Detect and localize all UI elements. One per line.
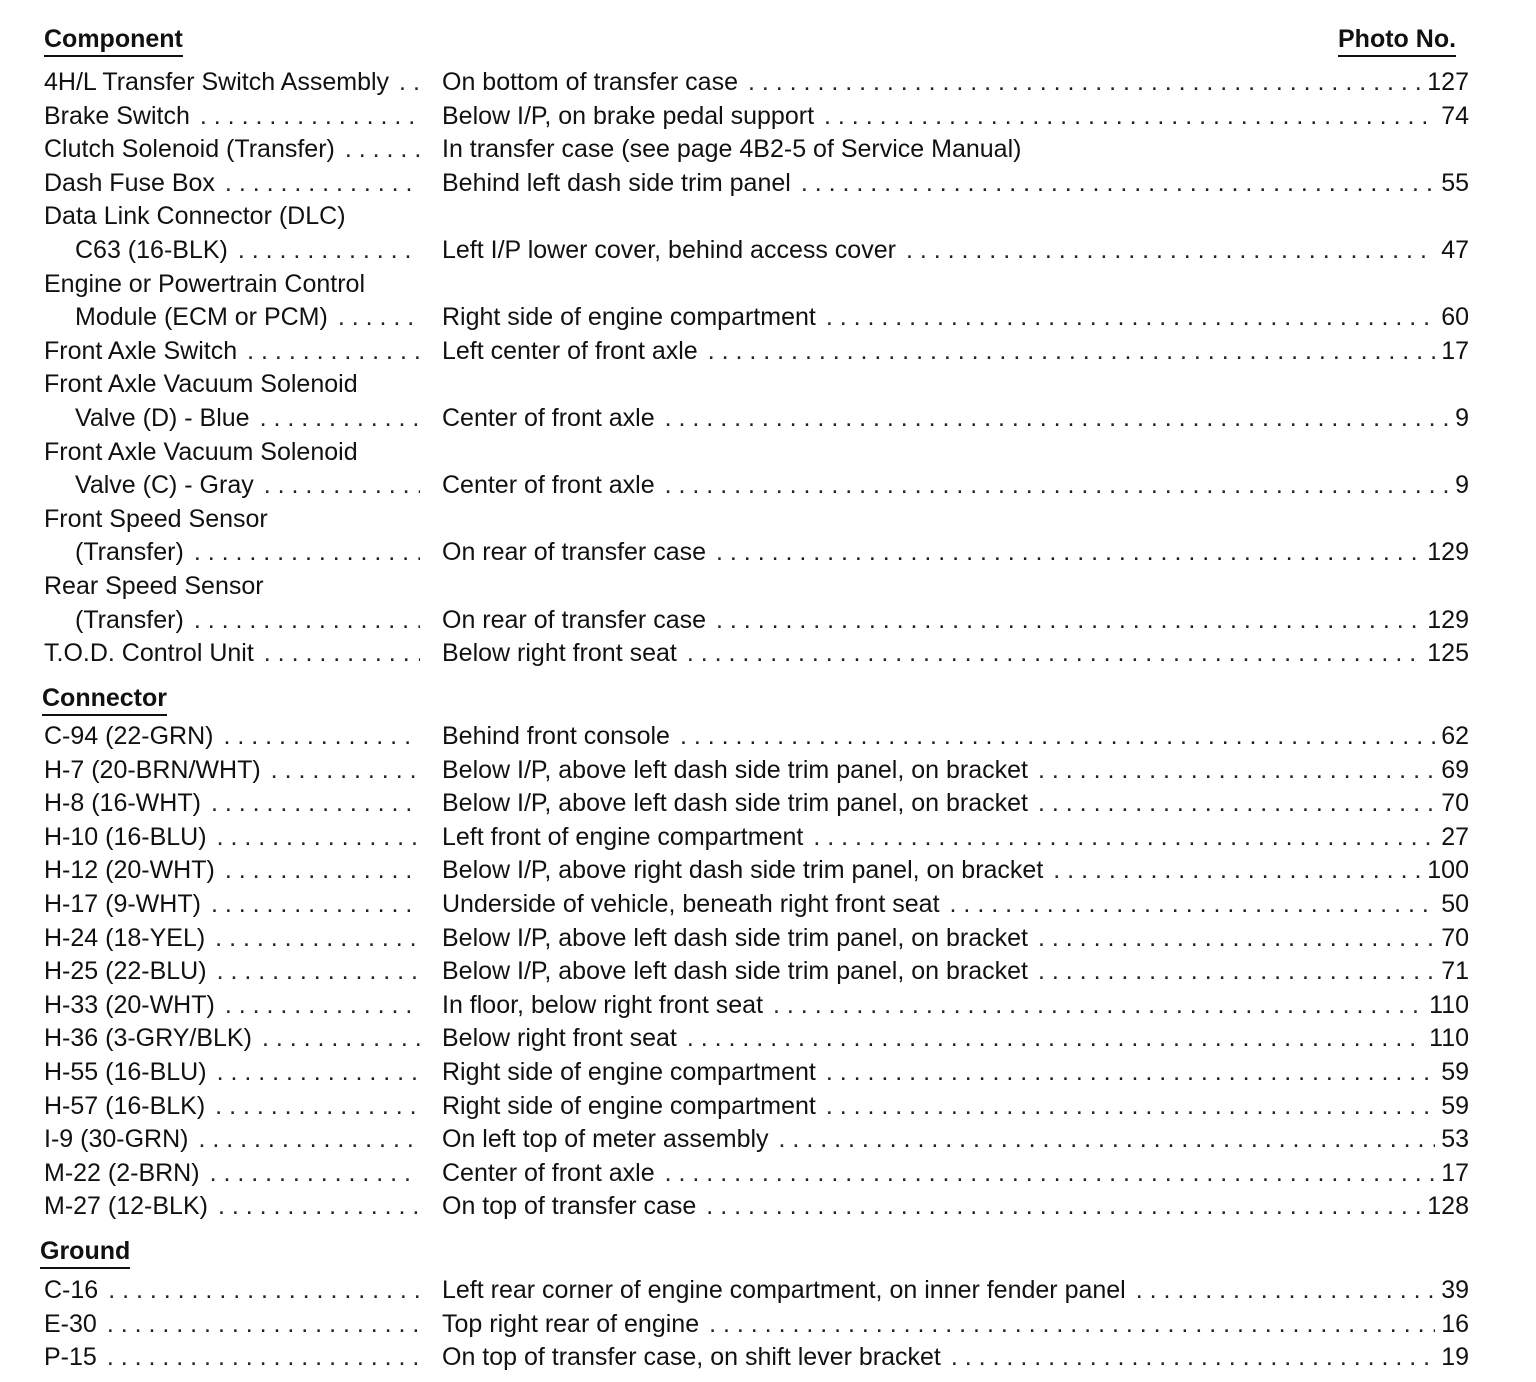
name-cell xyxy=(75,603,426,637)
name-cell xyxy=(44,636,426,670)
dot-leader xyxy=(950,887,1436,921)
item-location: On rear of transfer case xyxy=(442,605,707,634)
item-name: E-30 xyxy=(44,1309,97,1338)
item-location: On top of transfer case, on shift lever bracket xyxy=(442,1343,941,1372)
table-row xyxy=(0,1273,1536,1307)
name-cell xyxy=(44,1340,426,1374)
table-row xyxy=(0,1340,1536,1374)
name-cell xyxy=(44,719,426,753)
name-cell xyxy=(44,887,426,921)
location-cell xyxy=(442,1021,1469,1055)
item-location: Below I/P, above left dash side trim panel, on bracket xyxy=(442,957,1028,986)
dot-leader xyxy=(210,1156,420,1190)
item-location: Below I/P, above left dash side trim panel, on bracket xyxy=(442,789,1028,818)
dot-leader xyxy=(399,65,420,99)
ground-heading: Ground xyxy=(40,1236,130,1269)
location-cell xyxy=(442,401,1469,435)
dot-leader xyxy=(779,1122,1436,1156)
photo-number: 127 xyxy=(1427,68,1469,96)
name-cell xyxy=(44,1189,426,1223)
item-name: 4H/L Transfer Switch Assembly xyxy=(44,68,390,96)
dot-leader xyxy=(225,853,420,887)
photo-number: 50 xyxy=(1441,890,1469,918)
dot-leader xyxy=(194,603,420,637)
dot-leader xyxy=(217,820,420,854)
connector-heading: Connector xyxy=(42,683,167,716)
table-row xyxy=(0,719,1536,753)
item-name: H-17 (9-WHT) xyxy=(44,890,201,918)
dot-leader xyxy=(826,300,1435,334)
item-location: Left front of engine compartment xyxy=(442,822,804,851)
item-name: Module (ECM or PCM) xyxy=(75,303,328,332)
dot-leader xyxy=(1038,753,1435,787)
name-cell xyxy=(44,853,426,887)
photo-number: 62 xyxy=(1441,722,1469,750)
photo-number: 47 xyxy=(1441,236,1469,264)
location-cell xyxy=(442,603,1469,637)
item-name: H-33 (20-WHT) xyxy=(44,990,215,1019)
name-cell xyxy=(44,1156,426,1190)
table-row xyxy=(0,535,1536,569)
photo-number: 59 xyxy=(1441,1091,1469,1120)
item-name: H-36 (3-GRY/BLK) xyxy=(44,1024,252,1053)
photo-number: 74 xyxy=(1441,101,1469,130)
item-name: H-57 (16-BLK) xyxy=(44,1091,206,1120)
location-cell xyxy=(442,1273,1469,1307)
dot-leader xyxy=(813,820,1435,854)
photo-number: 129 xyxy=(1427,538,1469,567)
item-location: Behind front console xyxy=(442,722,670,750)
name-cell xyxy=(44,753,426,787)
table-row xyxy=(0,1156,1536,1190)
dot-leader xyxy=(107,1340,420,1374)
table-row xyxy=(0,166,1536,200)
dot-leader xyxy=(1136,1273,1435,1307)
item-name: C-16 xyxy=(44,1276,99,1304)
photo-number: 129 xyxy=(1427,605,1469,634)
item-location: Center of front axle xyxy=(442,404,655,432)
item-location: Top right rear of engine xyxy=(442,1309,700,1338)
dot-leader xyxy=(223,719,420,753)
dot-leader xyxy=(262,1021,420,1055)
name-cell xyxy=(44,99,426,133)
name-cell xyxy=(75,401,426,435)
dot-leader xyxy=(680,719,1435,753)
item-location: Underside of vehicle, beneath right front seat xyxy=(442,890,940,918)
table-row xyxy=(0,636,1536,670)
table-row xyxy=(0,199,1536,233)
name-cell xyxy=(44,199,426,233)
item-name: (Transfer) xyxy=(75,538,184,567)
table-row xyxy=(0,367,1536,401)
dot-leader xyxy=(665,401,1449,435)
name-cell xyxy=(44,954,426,988)
name-cell xyxy=(44,65,426,99)
photo-number: 27 xyxy=(1441,822,1469,851)
dot-leader xyxy=(951,1340,1435,1374)
name-cell xyxy=(44,502,426,536)
location-cell xyxy=(442,1055,1469,1089)
location-cell xyxy=(442,820,1469,854)
name-cell xyxy=(44,267,426,301)
name-cell xyxy=(44,132,426,166)
dot-leader xyxy=(826,1089,1435,1123)
item-name: C-94 (22-GRN) xyxy=(44,722,214,750)
item-name: M-27 (12-BLK) xyxy=(44,1192,208,1221)
item-location: Center of front axle xyxy=(442,1158,655,1187)
location-cell xyxy=(442,468,1469,502)
photo-number: 60 xyxy=(1441,303,1469,332)
dot-leader xyxy=(773,988,1423,1022)
photo-number: 17 xyxy=(1441,336,1469,365)
item-location: Left rear corner of engine compartment, on inner fender panel xyxy=(442,1276,1126,1304)
item-name: H-25 (22-BLU) xyxy=(44,957,207,986)
location-cell xyxy=(442,1122,1469,1156)
dot-leader xyxy=(215,921,420,955)
dot-leader xyxy=(225,988,420,1022)
name-cell xyxy=(75,535,426,569)
item-name: Clutch Solenoid (Transfer) xyxy=(44,135,335,164)
item-name: H-7 (20-BRN/WHT) xyxy=(44,755,261,784)
location-cell xyxy=(442,1089,1469,1123)
table-row xyxy=(0,1307,1536,1341)
location-cell xyxy=(442,921,1469,955)
table-row xyxy=(0,820,1536,854)
item-location: In floor, below right front seat xyxy=(442,990,764,1019)
item-location: Left I/P lower cover, behind access cover xyxy=(442,236,896,264)
location-cell xyxy=(442,132,1469,166)
item-name: Rear Speed Sensor xyxy=(44,572,264,600)
photo-number: 125 xyxy=(1427,639,1469,668)
dot-leader xyxy=(225,166,420,200)
name-cell xyxy=(75,300,426,334)
name-cell xyxy=(75,233,426,267)
item-name: C63 (16-BLK) xyxy=(75,236,228,264)
item-name: Valve (D) - Blue xyxy=(75,404,250,432)
dot-leader xyxy=(211,786,420,820)
table-row xyxy=(0,921,1536,955)
photo-number: 9 xyxy=(1455,471,1469,500)
dot-leader xyxy=(215,1089,420,1123)
photo-number: 69 xyxy=(1441,755,1469,784)
item-location: Left center of front axle xyxy=(442,336,698,365)
location-cell xyxy=(442,954,1469,988)
location-cell xyxy=(442,1340,1469,1374)
table-row xyxy=(0,502,1536,536)
name-cell xyxy=(44,334,426,368)
dot-leader xyxy=(665,468,1449,502)
table-row xyxy=(0,887,1536,921)
location-cell xyxy=(442,535,1469,569)
dot-leader xyxy=(198,1122,420,1156)
table-row xyxy=(0,853,1536,887)
name-cell xyxy=(44,1021,426,1055)
name-cell xyxy=(44,1122,426,1156)
name-cell xyxy=(44,1089,426,1123)
table-row xyxy=(0,267,1536,301)
dot-leader xyxy=(338,300,420,334)
dot-leader xyxy=(801,166,1435,200)
dot-leader xyxy=(260,401,420,435)
item-name: I-9 (30-GRN) xyxy=(44,1125,189,1154)
item-name: H-12 (20-WHT) xyxy=(44,856,215,885)
dot-leader xyxy=(238,233,420,267)
item-name: H-55 (16-BLU) xyxy=(44,1058,207,1086)
dot-leader xyxy=(218,1189,420,1223)
item-name: Front Axle Vacuum Solenoid xyxy=(44,370,358,399)
location-cell xyxy=(442,853,1469,887)
dot-leader xyxy=(687,636,1421,670)
dot-leader xyxy=(107,1307,420,1341)
item-location: In transfer case (see page 4B2-5 of Service Manual) xyxy=(442,135,1022,164)
item-name: Front Axle Switch xyxy=(44,336,238,365)
item-name: T.O.D. Control Unit xyxy=(44,639,254,668)
item-location: Right side of engine compartment xyxy=(442,1058,816,1086)
item-name: Data Link Connector (DLC) xyxy=(44,202,346,231)
table-row xyxy=(0,1021,1536,1055)
dot-leader xyxy=(271,753,420,787)
table-row xyxy=(0,753,1536,787)
item-name: Front Axle Vacuum Solenoid xyxy=(44,437,358,466)
photo-no-heading: Photo No. xyxy=(1338,24,1456,57)
table-row xyxy=(0,401,1536,435)
item-location: On bottom of transfer case xyxy=(442,68,738,96)
table-row xyxy=(0,603,1536,637)
table-row xyxy=(0,233,1536,267)
name-cell xyxy=(44,988,426,1022)
item-name: Engine or Powertrain Control xyxy=(44,269,365,298)
dot-leader xyxy=(264,468,420,502)
photo-number: 16 xyxy=(1441,1309,1469,1338)
dot-leader xyxy=(709,1307,1435,1341)
item-location: On top of transfer case xyxy=(442,1192,697,1221)
location-cell xyxy=(442,1156,1469,1190)
item-name: H-24 (18-YEL) xyxy=(44,923,206,952)
item-name: M-22 (2-BRN) xyxy=(44,1158,200,1187)
dot-leader xyxy=(194,535,420,569)
item-name: H-8 (16-WHT) xyxy=(44,789,201,818)
item-location: On rear of transfer case xyxy=(442,538,707,567)
dot-leader xyxy=(345,132,420,166)
name-cell xyxy=(44,569,426,603)
item-location: Below I/P, on brake pedal support xyxy=(442,101,815,130)
name-cell xyxy=(44,1273,426,1307)
table-row xyxy=(0,786,1536,820)
table-row xyxy=(0,1189,1536,1223)
name-cell xyxy=(44,166,426,200)
name-cell xyxy=(44,921,426,955)
photo-number: 110 xyxy=(1429,990,1469,1019)
photo-number: 39 xyxy=(1441,1276,1469,1304)
table-row xyxy=(0,1122,1536,1156)
item-location: Below right front seat xyxy=(442,639,677,668)
name-cell xyxy=(44,435,426,469)
location-cell xyxy=(442,233,1469,267)
photo-number: 110 xyxy=(1429,1024,1469,1053)
location-cell xyxy=(442,887,1469,921)
dot-leader xyxy=(826,1055,1435,1089)
item-location: Below I/P, above left dash side trim panel, on bracket xyxy=(442,755,1028,784)
location-cell xyxy=(442,786,1469,820)
location-cell xyxy=(442,636,1469,670)
name-cell xyxy=(44,786,426,820)
dot-leader xyxy=(716,535,1421,569)
photo-number: 100 xyxy=(1427,856,1469,885)
dot-leader xyxy=(824,99,1435,133)
photo-number: 19 xyxy=(1441,1343,1469,1372)
dot-leader xyxy=(217,954,420,988)
item-location: On left top of meter assembly xyxy=(442,1125,769,1154)
dot-leader xyxy=(217,1055,420,1089)
location-cell xyxy=(442,1189,1469,1223)
table-row xyxy=(0,435,1536,469)
photo-number: 70 xyxy=(1441,789,1469,818)
photo-number: 128 xyxy=(1427,1192,1469,1221)
location-cell xyxy=(442,719,1469,753)
item-location: Below I/P, above right dash side trim panel, on bracket xyxy=(442,856,1044,885)
item-name: Brake Switch xyxy=(44,101,190,130)
dot-leader xyxy=(1038,786,1435,820)
dot-leader xyxy=(1053,853,1421,887)
table-row xyxy=(0,954,1536,988)
table-row xyxy=(0,1055,1536,1089)
dot-leader xyxy=(706,1189,1421,1223)
photo-number: 17 xyxy=(1441,1158,1469,1187)
location-cell xyxy=(442,166,1469,200)
item-name: Dash Fuse Box xyxy=(44,168,215,197)
table-row xyxy=(0,65,1536,99)
component-heading: Component xyxy=(44,24,183,57)
dot-leader xyxy=(716,603,1421,637)
location-cell xyxy=(442,65,1469,99)
photo-number: 53 xyxy=(1441,1125,1469,1154)
dot-leader xyxy=(200,99,420,133)
table-row xyxy=(0,334,1536,368)
dot-leader xyxy=(665,1156,1436,1190)
item-name: Front Speed Sensor xyxy=(44,504,268,533)
name-cell xyxy=(44,367,426,401)
dot-leader xyxy=(1038,954,1435,988)
photo-number: 9 xyxy=(1455,404,1469,432)
item-name: P-15 xyxy=(44,1343,97,1372)
location-cell xyxy=(442,334,1469,368)
name-cell xyxy=(44,820,426,854)
name-cell xyxy=(44,1055,426,1089)
table-row xyxy=(0,300,1536,334)
dot-leader xyxy=(687,1021,1423,1055)
photo-number: 71 xyxy=(1441,957,1469,986)
name-cell xyxy=(75,468,426,502)
table-row xyxy=(0,99,1536,133)
location-cell xyxy=(442,1307,1469,1341)
item-name: (Transfer) xyxy=(75,605,184,634)
photo-number: 55 xyxy=(1441,168,1469,197)
table-row xyxy=(0,569,1536,603)
dot-leader xyxy=(906,233,1435,267)
item-location: Below I/P, above left dash side trim panel, on bracket xyxy=(442,923,1028,952)
location-cell xyxy=(442,988,1469,1022)
item-location: Right side of engine compartment xyxy=(442,1091,816,1120)
dot-leader xyxy=(748,65,1421,99)
dot-leader xyxy=(1038,921,1435,955)
dot-leader xyxy=(108,1273,420,1307)
photo-number: 59 xyxy=(1441,1058,1469,1086)
dot-leader xyxy=(247,334,420,368)
item-name: Valve (C) - Gray xyxy=(75,471,254,500)
table-row xyxy=(0,468,1536,502)
item-location: Behind left dash side trim panel xyxy=(442,168,791,197)
item-location: Right side of engine compartment xyxy=(442,303,816,332)
dot-leader xyxy=(211,887,420,921)
location-cell xyxy=(442,753,1469,787)
table-row xyxy=(0,132,1536,166)
dot-leader xyxy=(264,636,420,670)
table-row xyxy=(0,1089,1536,1123)
item-location: Below right front seat xyxy=(442,1024,677,1053)
name-cell xyxy=(44,1307,426,1341)
location-cell xyxy=(442,99,1469,133)
item-name: H-10 (16-BLU) xyxy=(44,822,207,851)
table-row xyxy=(0,988,1536,1022)
location-cell xyxy=(442,300,1469,334)
item-location: Center of front axle xyxy=(442,471,655,500)
photo-number: 70 xyxy=(1441,923,1469,952)
dot-leader xyxy=(708,334,1435,368)
